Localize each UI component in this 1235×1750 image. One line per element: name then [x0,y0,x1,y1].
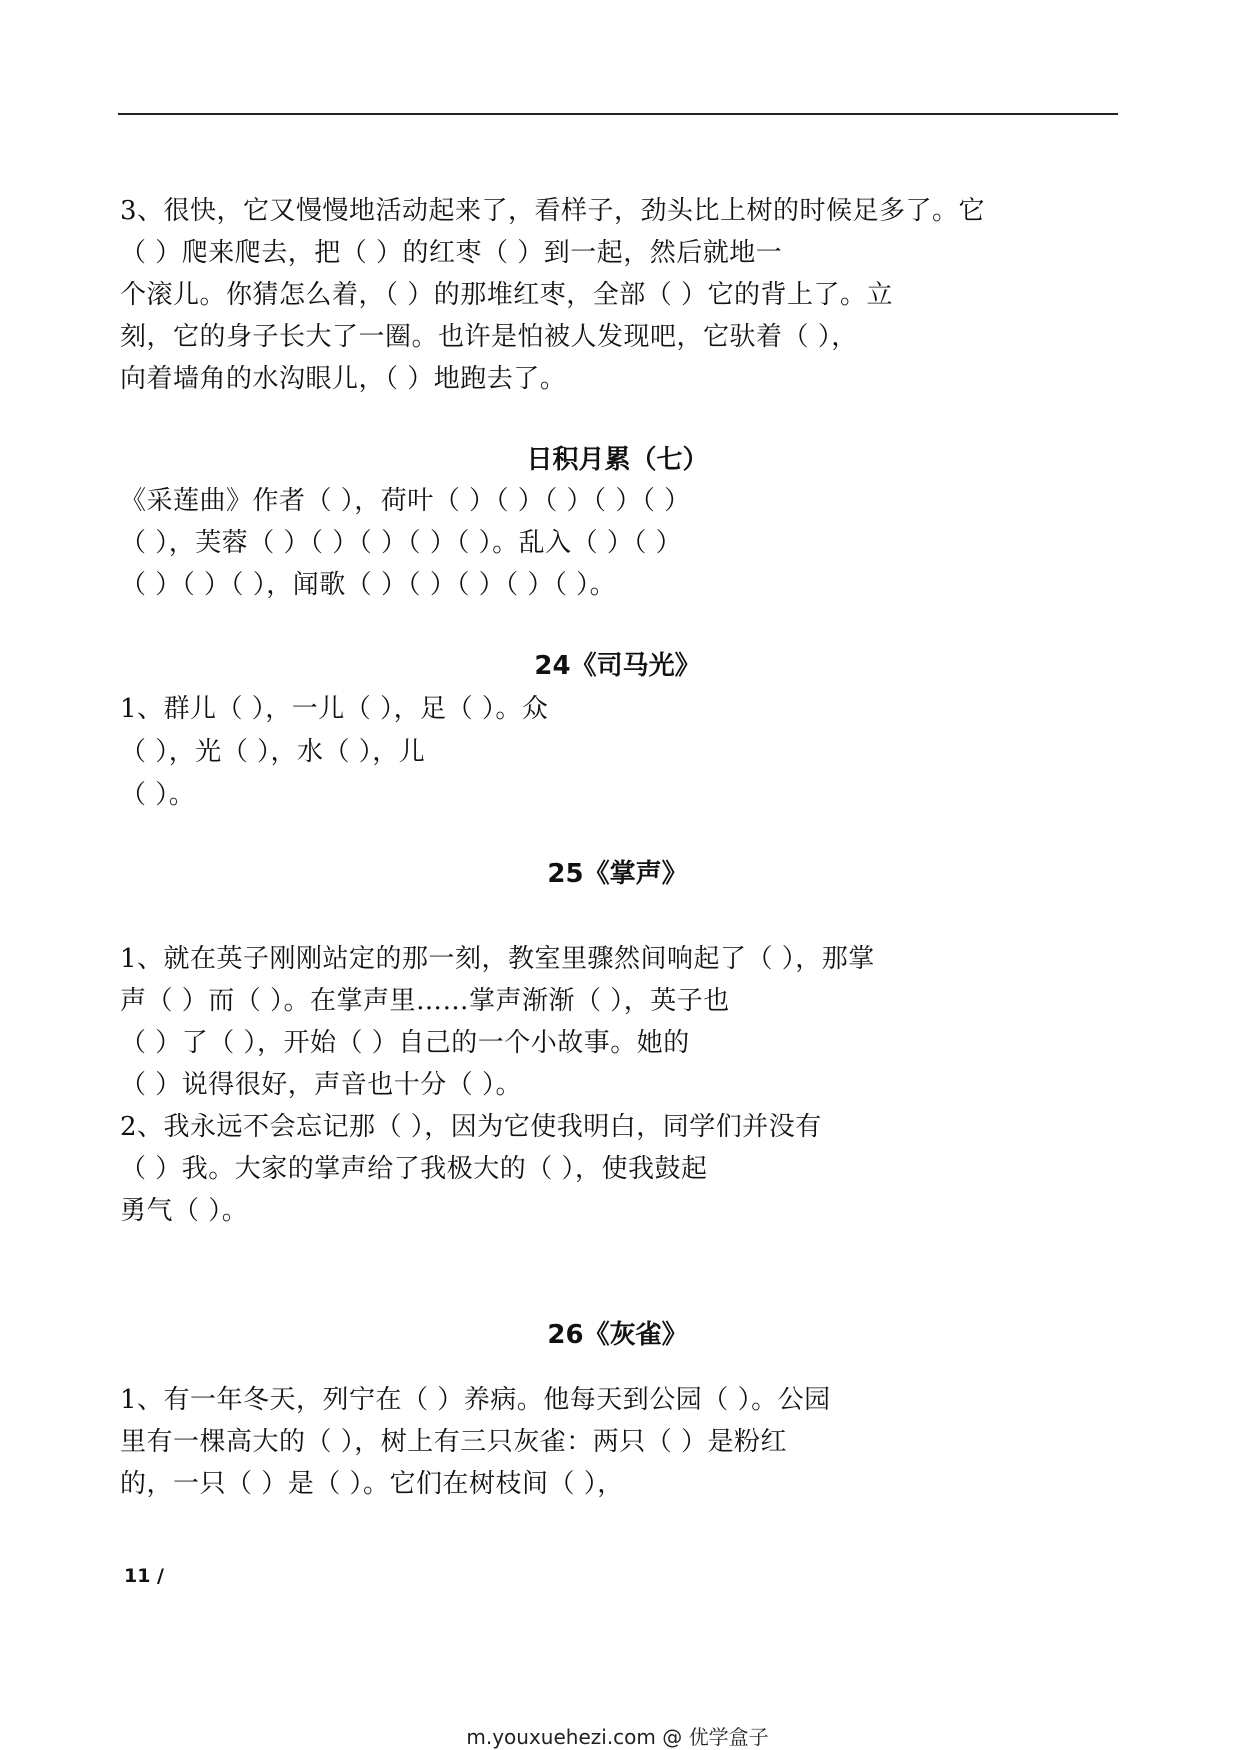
paragraph-line: 向着墙角的水沟眼儿，（ ）地跑去了。 [120,364,567,394]
section-heading: 24《司马光》 [534,651,701,681]
paragraph-line: 1、群儿（ ），一儿（ ），足（ ）。众 [120,694,549,724]
section-heading: 26《灰雀》 [547,1320,688,1350]
paragraph-line: （ ）我。大家的掌声给了我极大的（ ），使我鼓起 [120,1154,708,1184]
paragraph-line: （ ）（ ）（ ），闻歌（ ）（ ）（ ）（ ）（ ）。 [120,570,617,600]
paragraph-line: 1、有一年冬天，列宁在（ ）养病。他每天到公园（ ）。公园 [120,1385,831,1415]
paragraph-line: 2、我永远不会忘记那（ ），因为它使我明白，同学们并没有 [120,1112,822,1142]
paragraph-line: 刻，它的身子长大了一圈。也许是怕被人发现吧，它驮着（ ）， [120,322,858,352]
paragraph-line: （ ），芙蓉（ ）（ ）（ ）（ ）（ ）。乱入（ ）（ ） [120,528,683,558]
paragraph-line: 勇气（ ）。 [120,1196,249,1226]
section-heading: 25《掌声》 [547,859,688,889]
header-rule [118,113,1118,115]
paragraph-line: （ ）。 [120,780,196,810]
paragraph-line: 的，一只（ ）是（ ）。它们在树枝间（ ）， [120,1469,624,1499]
paragraph-line: （ ）了（ ），开始（ ）自己的一个小故事。她的 [120,1028,690,1058]
section-heading: 日积月累（七） [526,445,709,475]
paragraph-line: （ ），光（ ），水（ ），儿 [120,737,426,767]
paragraph-line: 里有一棵高大的（ ），树上有三只灰雀：两只（ ）是粉红 [120,1427,788,1457]
paragraph-line: （ ）爬来爬去，把（ ）的红枣（ ）到一起，然后就地一 [120,238,783,268]
page-number: 11 / [124,1565,164,1587]
paragraph-line: （ ）说得很好，声音也十分（ ）。 [120,1070,523,1100]
footer-watermark: m.youxuehezi.com @ 优学盒子 [466,1725,769,1749]
paragraph-line: 1、就在英子刚刚站定的那一刻，教室里骤然间响起了（ ），那掌 [120,944,875,974]
paragraph-line: 个滚儿。你猜怎么着，（ ）的那堆红枣，全部（ ）它的背上了。立 [120,280,894,310]
paragraph-line: 《采莲曲》作者（ ），荷叶（ ）（ ）（ ）（ ）（ ） [120,486,691,516]
paragraph-line: 声（ ）而（ ）。在掌声里……掌声渐渐（ ），英子也 [120,986,730,1016]
paragraph-line: 3、很快，它又慢慢地活动起来了，看样子，劲头比上树的时候足多了。它 [120,196,986,226]
